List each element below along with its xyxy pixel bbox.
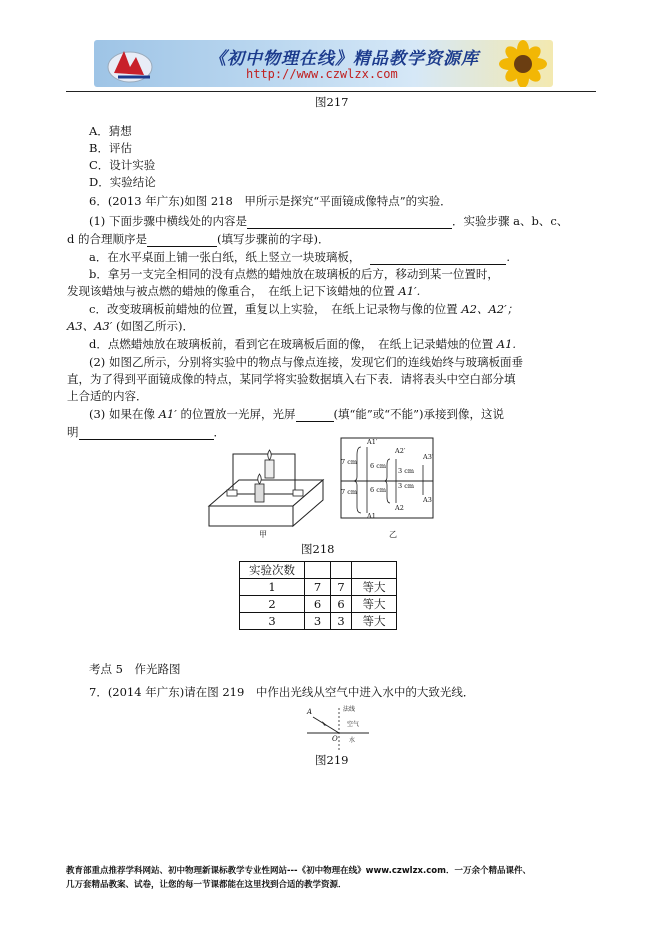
step-a-end: . xyxy=(506,250,511,264)
pos-a1p-screen: A1′ xyxy=(158,407,177,421)
banner-url[interactable]: http://www.czwlzx.com xyxy=(246,67,398,81)
pos-a1p: A1′. xyxy=(398,284,421,298)
pos-a1: A1. xyxy=(496,337,517,351)
yi-label-d7b: 7 cm xyxy=(341,488,358,496)
q6-part2-line2: 直，为了得到平面镜成像的特点，某同学将实验数据填入右下表．请将表头中空白部分填 xyxy=(67,372,516,386)
table-header-row xyxy=(240,562,397,579)
yi-label-d6b: 6 cm xyxy=(370,486,387,494)
figure-218-jia xyxy=(205,446,330,541)
q6-p1a: (1) 下面步骤中横线处的内容是 xyxy=(89,214,247,228)
yi-label-d6a: 6 cm xyxy=(370,462,387,470)
table-cell: 1 xyxy=(240,579,305,596)
step-c2-text: (如图乙所示)． xyxy=(116,319,194,333)
fig218-caption: 图218 xyxy=(301,542,335,556)
table-header-cell: 实验次数 xyxy=(240,562,305,579)
blank-step-content[interactable] xyxy=(247,216,452,229)
header-banner xyxy=(94,40,553,87)
banner-title: 《初中物理在线》精品教学资源库 xyxy=(209,49,479,69)
q6-p1b: ．实验步骤 a、b、c、 xyxy=(451,214,569,228)
table-cell: 2 xyxy=(240,596,305,613)
fig217-caption: 图217 xyxy=(315,95,349,109)
section-5-heading: 考点 5 作光路图 xyxy=(89,662,181,676)
q6-step-b1: b．拿另一支完全相同的没有点燃的蜡烛放在玻璃板的后方，移动到某一位置时， xyxy=(89,267,499,281)
label-normal: 法线 xyxy=(343,706,356,713)
footer-line2: 几万套精品教案、试卷，让您的每一节课都能在这里找到合适的教学资源． xyxy=(66,880,347,890)
table-cell: 3 xyxy=(305,613,331,630)
label-yi: 乙 xyxy=(389,530,397,539)
q6-step-c1 xyxy=(89,302,518,317)
q6-part2-line3: 上合适的内容． xyxy=(67,389,148,403)
yi-label-a2p: A2′ xyxy=(395,447,406,455)
q6-part1-line2 xyxy=(67,232,330,247)
option-d: D．实验结论 xyxy=(89,175,156,189)
q6-p3b: 的位置放一光屏，光屏 xyxy=(180,407,296,421)
yi-label-a3: A3 xyxy=(423,496,432,504)
table-header-cell-blank[interactable] xyxy=(352,562,397,579)
option-b: B．评估 xyxy=(89,141,132,155)
yi-label-a2: A2 xyxy=(395,504,404,512)
option-c: C．设计实验 xyxy=(89,158,156,172)
table-row xyxy=(240,613,397,630)
table-cell: 3 xyxy=(240,613,305,630)
table-row xyxy=(240,596,397,613)
pos-a3: A3、A3′ xyxy=(67,319,113,333)
table-cell: 等大 xyxy=(352,613,397,630)
footer-line1: 教育部重点推荐学科网站、初中物理新课标教学专业性网站---《初中物理在线》www.czwlzx.com．一万余个精品课件、 xyxy=(66,866,531,876)
step-a-text: a．在水平桌面上铺一张白纸，纸上竖立一块玻璃板， xyxy=(89,250,361,264)
sunflower-icon xyxy=(489,40,553,87)
table-row xyxy=(240,579,397,596)
blank-screen[interactable] xyxy=(296,409,334,422)
yi-label-a1: A1 xyxy=(367,512,376,520)
q6-part3-line2 xyxy=(67,425,225,440)
site-logo-icon xyxy=(104,43,159,85)
q6-p3d: 明 xyxy=(67,425,79,439)
q6-stem: 6．(2013 年广东)如图 218 甲所示是探究“平面镜成像特点”的实验． xyxy=(89,194,452,208)
table-cell: 6 xyxy=(305,596,331,613)
yi-label-a3p: A3′ xyxy=(423,453,434,461)
table-cell: 7 xyxy=(305,579,331,596)
label-water: 水 xyxy=(349,737,356,744)
blank-order[interactable] xyxy=(147,234,217,247)
table-cell: 等大 xyxy=(352,579,397,596)
yi-label-d3a: 3 cm xyxy=(398,467,415,475)
figure-219-labels xyxy=(303,706,373,752)
blank-explain[interactable] xyxy=(79,427,214,440)
q7-stem: 7．(2014 年广东)请在图 219 中作出光线从空气中进入水中的大致光线． xyxy=(89,685,475,699)
pos-a2: A2、A2′； xyxy=(461,302,519,316)
q6-part3-line1 xyxy=(89,407,504,422)
q6-step-b2 xyxy=(67,284,420,299)
label-O: O xyxy=(332,735,338,743)
q6-p1c: d 的合理顺序是 xyxy=(67,232,148,246)
yi-label-d3b: 3 cm xyxy=(398,482,415,490)
q6-p1d: (填写步骤前的字母)． xyxy=(217,232,330,246)
option-a: A．猜想 xyxy=(89,124,132,138)
table-header-cell-blank[interactable] xyxy=(331,562,352,579)
q6-part2-line1: (2) 如图乙所示，分别将实验中的物点与像点连接，发现它们的连线始终与玻璃板面垂 xyxy=(89,355,523,369)
q6-step-a xyxy=(89,250,510,265)
q6-p3a: (3) 如果在像 xyxy=(89,407,155,421)
experiment-table xyxy=(239,561,397,630)
label-air: 空气 xyxy=(347,721,360,728)
table-cell: 等大 xyxy=(352,596,397,613)
table-header-cell-blank[interactable] xyxy=(305,562,331,579)
q6-p3c: (填“能”或“不能”)承接到像，这说 xyxy=(333,407,504,421)
q6-part1-line1 xyxy=(89,214,568,229)
step-c1-text: c．改变玻璃板前蜡烛的位置，重复以上实验， 在纸上记录物与像的位置 xyxy=(89,302,458,316)
yi-label-d7a: 7 cm xyxy=(341,458,358,466)
table-cell: 7 xyxy=(331,579,352,596)
step-b2-text: 发现该蜡烛与被点燃的蜡烛的像重合， 在纸上记下该蜡烛的位置 xyxy=(67,284,395,298)
step-d-text: d．点燃蜡烛放在玻璃板前，看到它在玻璃板后面的像， 在纸上记录蜡烛的位置 xyxy=(89,337,494,351)
fig219-caption: 图219 xyxy=(315,753,349,767)
yi-label-a1p: A1′ xyxy=(367,438,378,446)
blank-step-a[interactable] xyxy=(370,252,506,265)
table-cell: 6 xyxy=(331,596,352,613)
label-A: A xyxy=(307,708,313,716)
q6-step-c2 xyxy=(67,319,194,334)
q6-p3e: ． xyxy=(213,425,225,439)
label-jia: 甲 xyxy=(259,530,267,539)
figure-218-yi-labels xyxy=(339,437,435,521)
header-rule xyxy=(66,91,596,92)
q6-step-d xyxy=(89,337,516,352)
table-cell: 3 xyxy=(331,613,352,630)
